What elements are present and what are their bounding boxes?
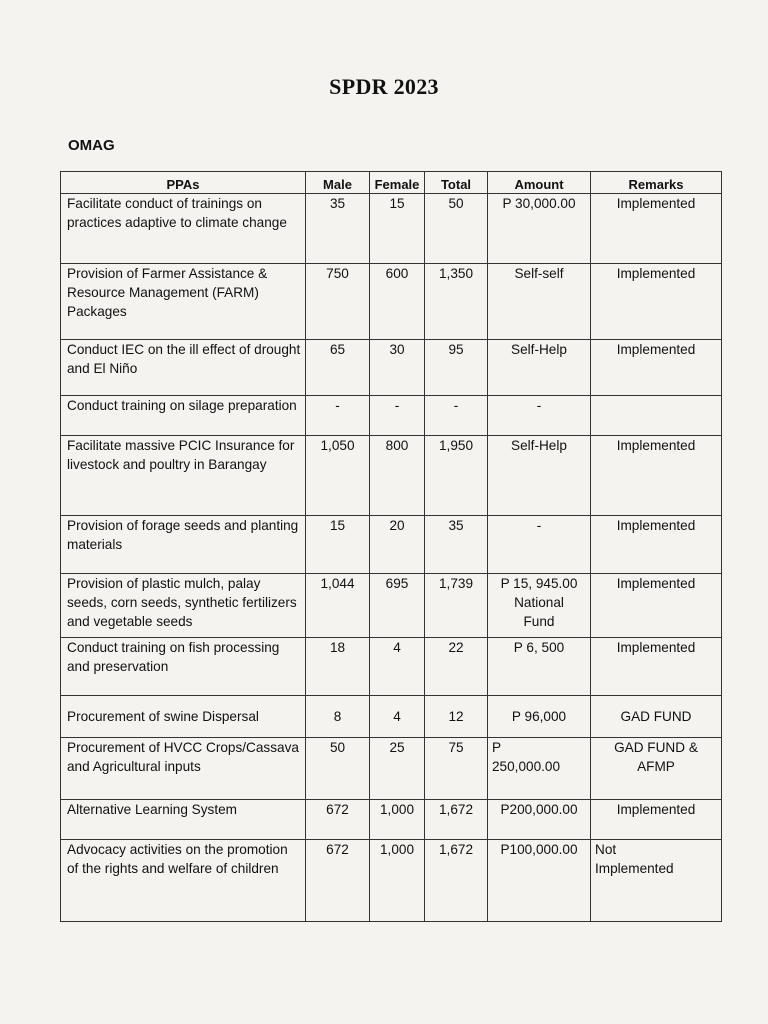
table-header-row: [61, 172, 722, 194]
remarks-cell: Implemented: [591, 436, 722, 516]
female-cell: 4: [370, 638, 425, 696]
male-cell: 672: [306, 800, 370, 840]
amount-cell: P 96,000: [488, 696, 591, 738]
header-ppas: PPAs: [61, 172, 306, 194]
ppa-table: [60, 171, 722, 922]
female-cell: 1,000: [370, 840, 425, 922]
male-cell: 18: [306, 638, 370, 696]
total-cell: 1,739: [425, 574, 488, 638]
table-row: [61, 800, 722, 840]
remarks-cell: Implemented: [591, 638, 722, 696]
ppa-cell: Provision of Farmer Assistance & Resource Management (FARM) Packages: [61, 264, 306, 340]
total-cell: 75: [425, 738, 488, 800]
ppa-cell: Conduct IEC on the ill effect of drought and El Niño: [61, 340, 306, 396]
header-amount: Amount: [488, 172, 591, 194]
female-cell: 15: [370, 194, 425, 264]
female-cell: 1,000: [370, 800, 425, 840]
male-cell: 1,050: [306, 436, 370, 516]
female-cell: -: [370, 396, 425, 436]
ppa-cell: Conduct training on silage preparation: [61, 396, 306, 436]
remarks-cell: Implemented: [591, 194, 722, 264]
ppa-cell: Alternative Learning System: [61, 800, 306, 840]
total-cell: 12: [425, 696, 488, 738]
remarks-cell: GAD FUND & AFMP: [591, 738, 722, 800]
male-cell: 15: [306, 516, 370, 574]
ppa-cell: Provision of plastic mulch, palay seeds, corn seeds, synthetic fertilizers and vegetable seeds: [61, 574, 306, 638]
remarks-cell: Implemented: [591, 574, 722, 638]
total-cell: 1,672: [425, 800, 488, 840]
remarks-cell: Implemented: [591, 340, 722, 396]
male-cell: 672: [306, 840, 370, 922]
remarks-cell: Implemented: [591, 264, 722, 340]
amount-cell: Self-Help: [488, 340, 591, 396]
amount-cell: P 6, 500: [488, 638, 591, 696]
male-cell: 750: [306, 264, 370, 340]
remarks-cell: Implemented: [591, 516, 722, 574]
total-cell: 22: [425, 638, 488, 696]
male-cell: 35: [306, 194, 370, 264]
amount-cell: Self-Help: [488, 436, 591, 516]
male-cell: 50: [306, 738, 370, 800]
amount-cell: -: [488, 396, 591, 436]
total-cell: 1,672: [425, 840, 488, 922]
amount-cell: P 250,000.00: [488, 738, 591, 800]
amount-cell: P 30,000.00: [488, 194, 591, 264]
total-cell: 1,950: [425, 436, 488, 516]
female-cell: 695: [370, 574, 425, 638]
ppa-cell: Facilitate massive PCIC Insurance for livestock and poultry in Barangay: [61, 436, 306, 516]
total-cell: -: [425, 396, 488, 436]
section-title: OMAG: [68, 137, 115, 154]
female-cell: 4: [370, 696, 425, 738]
table-row: [61, 396, 722, 436]
table-row: [61, 696, 722, 738]
ppa-cell: Provision of forage seeds and planting materials: [61, 516, 306, 574]
header-male: Male: [306, 172, 370, 194]
ppa-cell: Facilitate conduct of trainings on practices adaptive to climate change: [61, 194, 306, 264]
remarks-cell: Not Implemented: [591, 840, 722, 922]
page-title: SPDR 2023: [329, 74, 439, 99]
female-cell: 20: [370, 516, 425, 574]
table-row: [61, 194, 722, 264]
female-cell: 600: [370, 264, 425, 340]
male-cell: -: [306, 396, 370, 436]
table-row: [61, 574, 722, 638]
total-cell: 1,350: [425, 264, 488, 340]
remarks-cell: Implemented: [591, 800, 722, 840]
amount-cell: P 15, 945.00 National Fund: [488, 574, 591, 638]
table-row: [61, 340, 722, 396]
male-cell: 8: [306, 696, 370, 738]
ppa-cell: Advocacy activities on the promotion of the rights and welfare of children: [61, 840, 306, 922]
table-row: [61, 516, 722, 574]
remarks-cell: GAD FUND: [591, 696, 722, 738]
amount-cell: P200,000.00: [488, 800, 591, 840]
ppa-cell: Conduct training on fish processing and preservation: [61, 638, 306, 696]
amount-cell: P100,000.00: [488, 840, 591, 922]
female-cell: 25: [370, 738, 425, 800]
header-female: Female: [370, 172, 425, 194]
table-row: [61, 840, 722, 922]
amount-cell: Self-self: [488, 264, 591, 340]
table-row: [61, 738, 722, 800]
header-total: Total: [425, 172, 488, 194]
remarks-cell: [591, 396, 722, 436]
total-cell: 50: [425, 194, 488, 264]
male-cell: 65: [306, 340, 370, 396]
table-row: [61, 436, 722, 516]
total-cell: 35: [425, 516, 488, 574]
ppa-cell: Procurement of swine Dispersal: [61, 696, 306, 738]
total-cell: 95: [425, 340, 488, 396]
ppa-cell: Procurement of HVCC Crops/Cassava and Agricultural inputs: [61, 738, 306, 800]
female-cell: 30: [370, 340, 425, 396]
amount-cell: -: [488, 516, 591, 574]
header-remarks: Remarks: [591, 172, 722, 194]
female-cell: 800: [370, 436, 425, 516]
table-row: [61, 638, 722, 696]
male-cell: 1,044: [306, 574, 370, 638]
table-row: [61, 264, 722, 340]
